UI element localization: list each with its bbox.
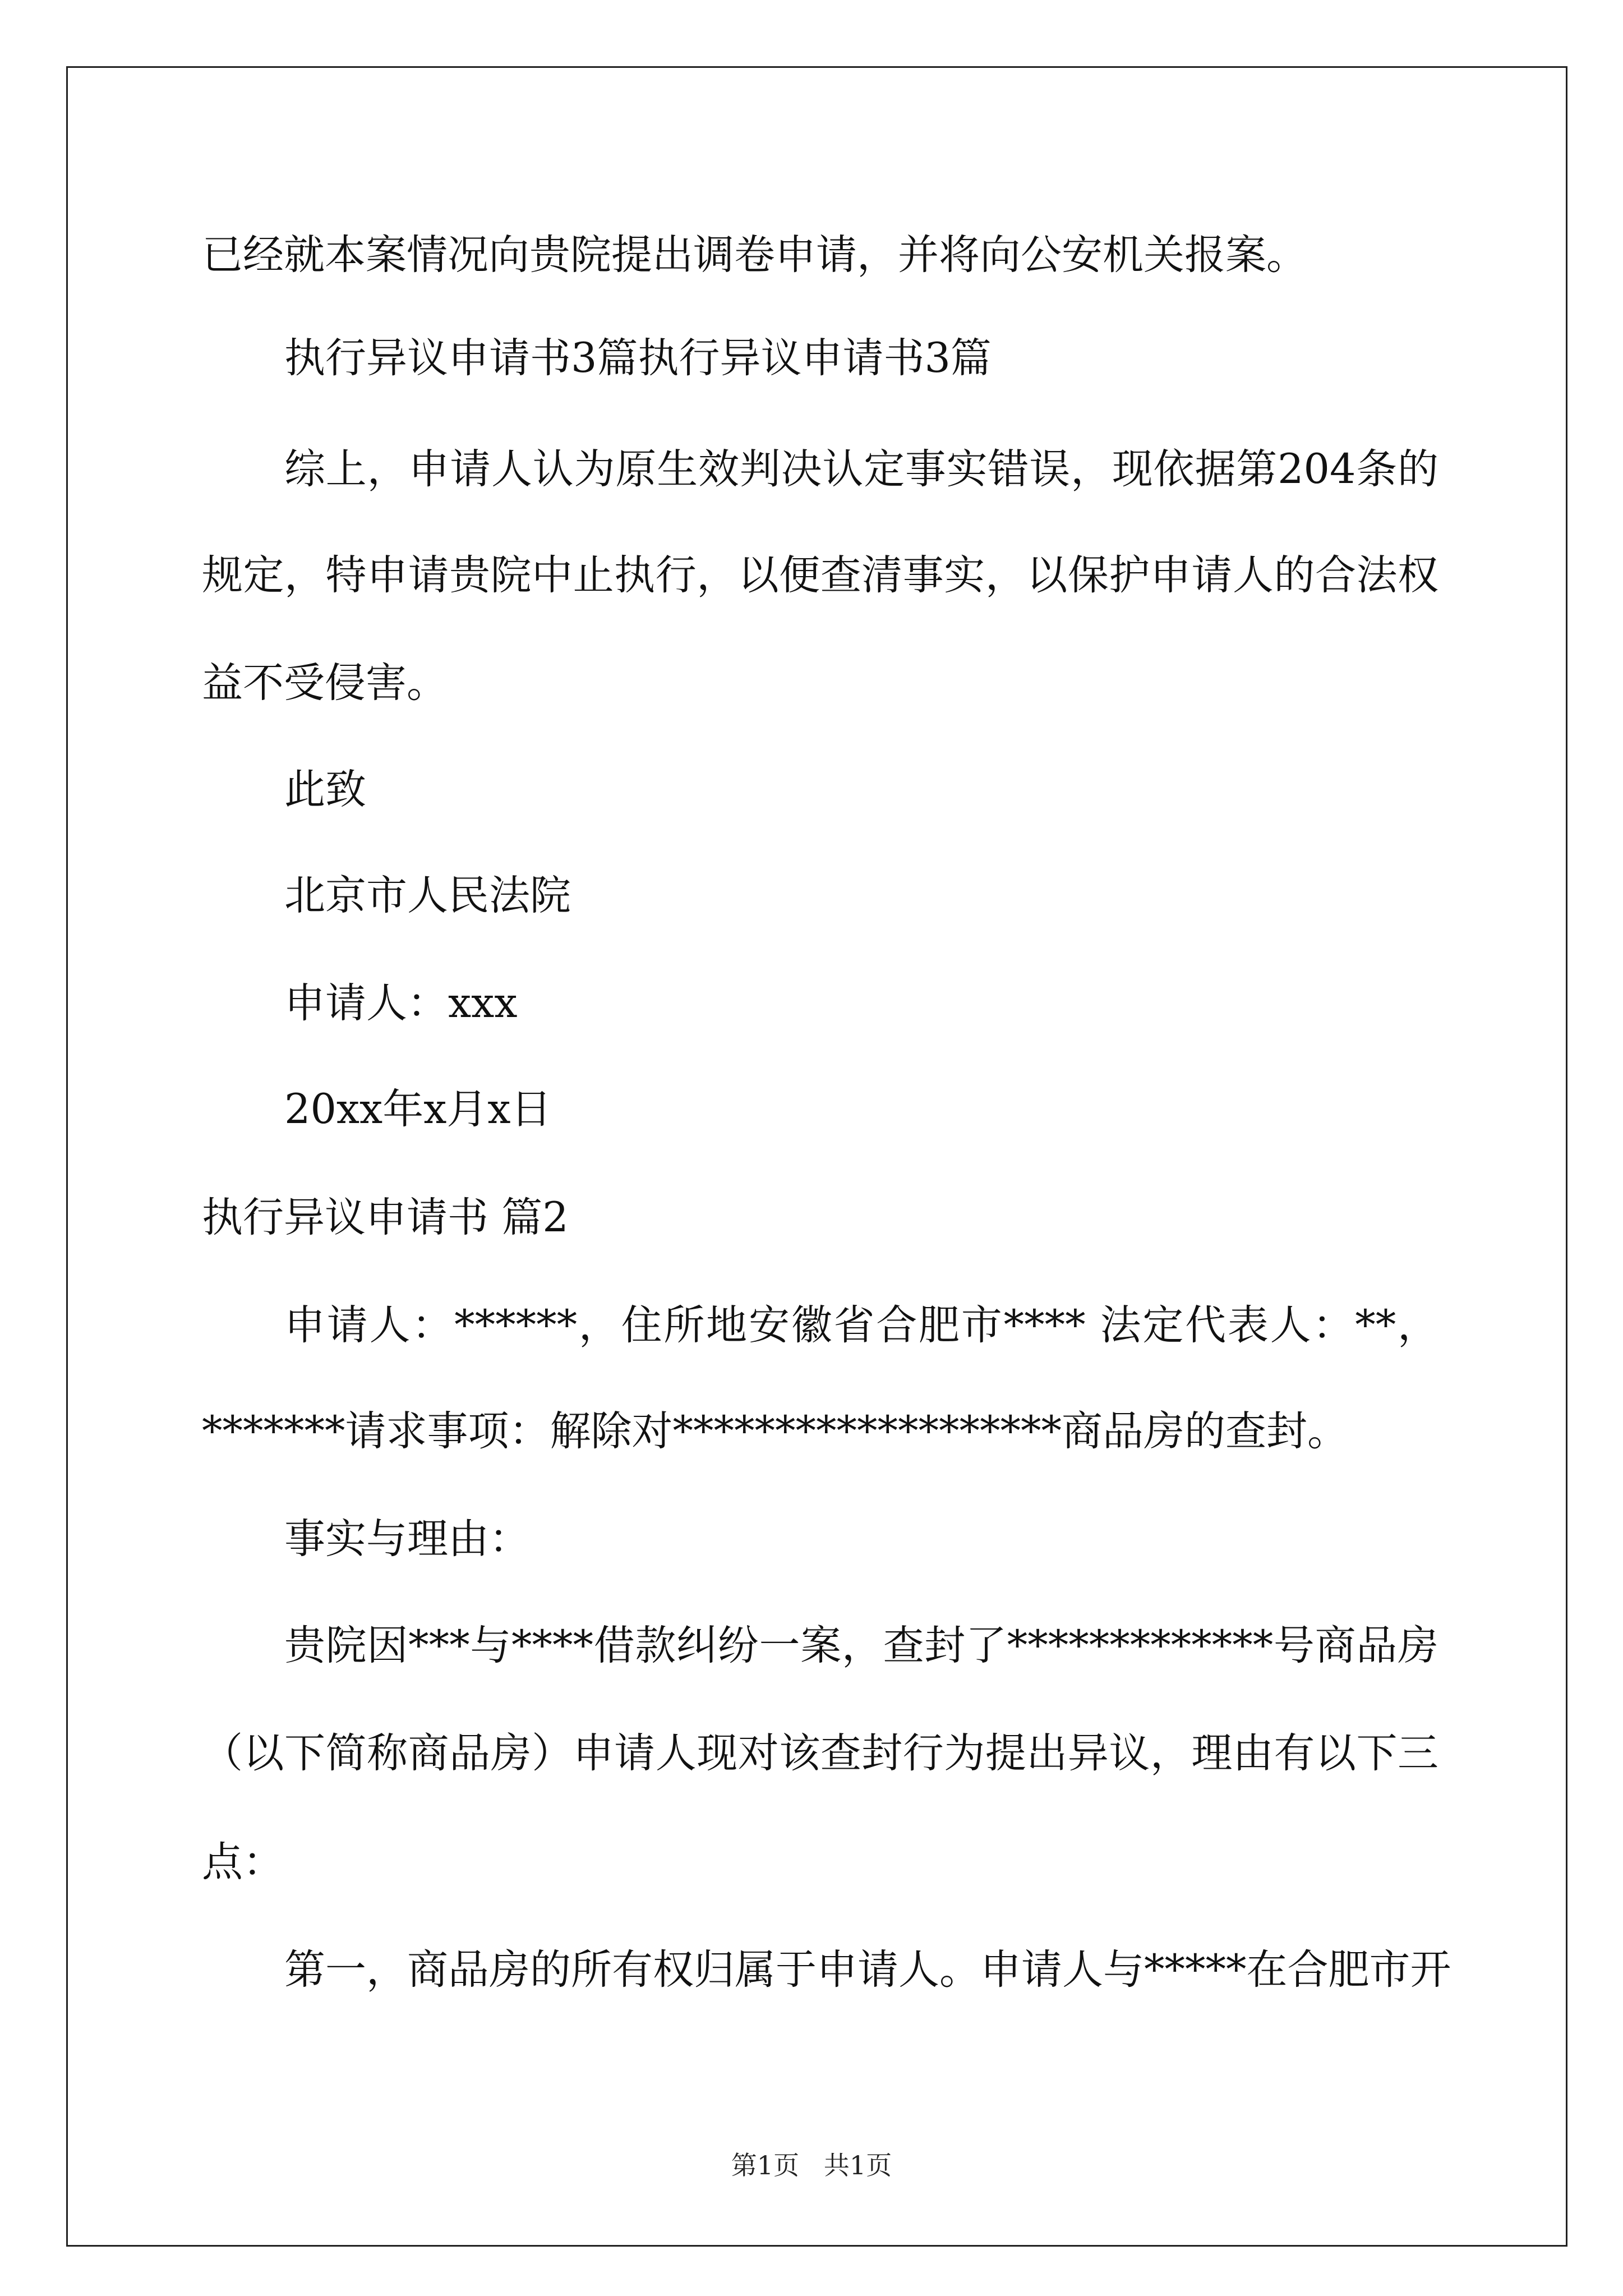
text-line: 申请人：******，住所地安徽省合肥市**** 法定代表人：**， xyxy=(284,1301,1438,1349)
text-line: *******请求事项：解除对*******************商品房的查封。 xyxy=(202,1407,1348,1455)
applicant-signature: 申请人：xxx xyxy=(284,979,518,1027)
page-border xyxy=(66,66,1567,2247)
text-line: 点： xyxy=(202,1838,284,1886)
document-date: 20xx年x月x日 xyxy=(284,1085,552,1133)
text-line: （以下简称商品房）申请人现对该查封行为提出异议，理由有以下三 xyxy=(202,1729,1438,1777)
text-line: 综上，申请人认为原生效判决认定事实错误，现依据第204条的 xyxy=(284,445,1438,493)
text-line: 益不受侵害。 xyxy=(202,659,448,707)
section-heading: 执行异议申请书 篇2 xyxy=(202,1194,569,1241)
page-number-footer: 第1页 共1页 xyxy=(731,2150,892,2180)
text-line: 已经就本案情况向贵院提出调卷申请，并将向公安机关报案。 xyxy=(202,231,1307,279)
subheading: 事实与理由： xyxy=(284,1515,530,1563)
text-line: 第一，商品房的所有权归属于申请人。申请人与*****在合肥市开 xyxy=(284,1946,1451,1994)
text-line: 贵院因***与****借款纠纷一案，查封了*************号商品房 xyxy=(284,1622,1438,1669)
salutation: 此致 xyxy=(284,766,366,813)
addressee: 北京市人民法院 xyxy=(284,872,571,919)
text-line: 执行异议申请书3篇执行异议申请书3篇 xyxy=(284,334,992,382)
text-line: 规定，特申请贵院中止执行，以便查清事实，以保护申请人的合法权 xyxy=(202,551,1438,599)
